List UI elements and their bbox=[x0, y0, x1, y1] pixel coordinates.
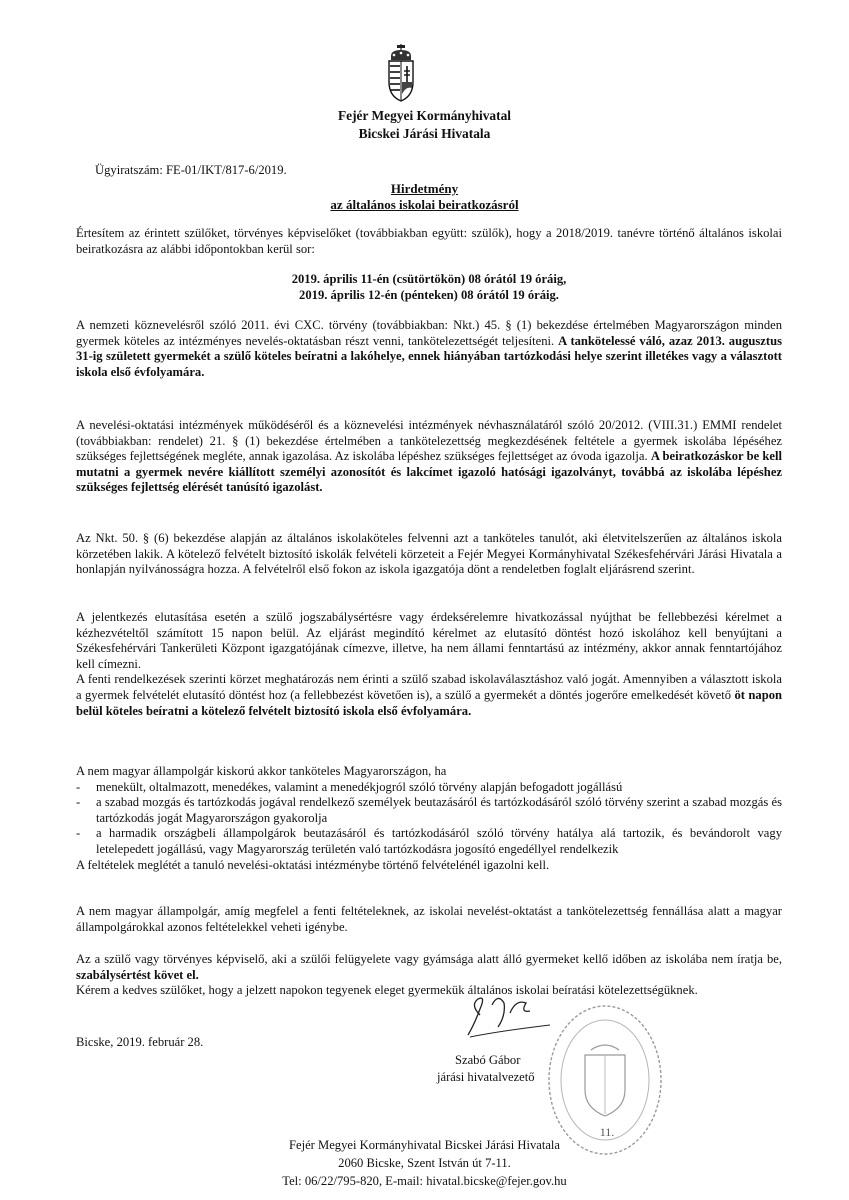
office-department: Bicskei Járási Hivatala bbox=[358, 126, 491, 141]
paragraph-emmi bbox=[76, 418, 782, 496]
paragraph-emmi-bold: A beiratkozáskor be kell mutatni a gyermek nevére kiállított személyi azonosítót és lakcímet igazoló hatósági igazolványt, továbbá az iskolába lépéshez szükséges fejlettség elérését tanúsító igazolást. bbox=[76, 449, 782, 495]
paragraph-nkt-normal: A nemzeti köznevelésről szóló 2011. évi CXC. törvény (továbbiakban: Nkt.) 45. § (1) bekezdése értelmében Magyarországon minden gyermek köteles az intézményes nevelés-oktatásban részt venni, tankötelezettségét teljesíteni. bbox=[76, 318, 782, 348]
paragraph-offence-text bbox=[76, 952, 782, 983]
official-stamp-icon bbox=[545, 1000, 665, 1160]
paragraph-equal bbox=[76, 904, 782, 935]
paragraph-appeal-text: A jelentkezés elutasítása esetén a szülő jogszabálysértésre vagy érdeksérelemre hivatkozással nyújthat be fellebbezési kérelmet a kézhezvételtől számított 15 napon belül. Az eljárást megindító kérelmet az elutasító döntést hozó iskolához kell benyújtani a Székesfehérvári Tankerületi Központ igazgatójának címezve, illetve, ha nem állami fenntartású az intézmény, akkor annak fenntartójához kell címezni. bbox=[76, 610, 782, 671]
paragraph-offence-bold: szabálysértést követ el. bbox=[76, 967, 199, 982]
paragraph-equal-text: A nem magyar állampolgár, amíg megfelel a fenti feltételeknek, az iskolai nevelést-oktatást a tankötelezettség fennállása alatt a magyar állampolgárokkal azonos feltételekkel veheti igénybe. bbox=[76, 904, 782, 934]
list-item: - menekült, oltalmazott, menedékes, valamint a menedékjogról szóló törvény alapján befogadott jogállású bbox=[76, 780, 782, 796]
paragraph-nkt-text bbox=[76, 318, 782, 380]
paragraph-emmi-normal: A nevelési-oktatási intézmények működéséről és a köznevelési intézmények névhasználatáról szóló 20/2012. (VIII.31.) EMMI rendelet (továbbiakban: rendelet) 21. § (1) bekezdése értelmében a tankötelezettség megkezdésének feltétele a gyermek iskolába lépéséhez szükséges fejlettségének megléte, annak igazolása. Az iskolába lépéshez szükséges fejlettséget az óvoda igazolja. bbox=[76, 418, 782, 464]
enrollment-dates bbox=[76, 272, 782, 303]
paragraph-choice-normal: A fenti rendelkezések szerinti körzet meghatározás nem érinti a szülő szabad iskolaválasztáshoz való jogát. Amennyiben a választott iskola a gyermek felvételét elutasító döntést hoz (a fellebbezést követően is), a szülő a gyermekét a döntés jogerőre emelkedését követő bbox=[76, 672, 782, 702]
case-number: Ügyiratszám: FE-01/IKT/817-6/2019. bbox=[95, 163, 287, 177]
paragraph-appeal bbox=[76, 610, 782, 719]
paragraph-district-text: Az Nkt. 50. § (6) bekezdése alapján az általános iskolaköteles felvenni azt a tanköteles tanulót, aki életvitelszerűen az általános iskola körzetében lakik. A kötelező felvételt biztosító iskolák felvételi körzeteit a Fejér Megyei Kormányhivatal Székesfehérvári Járási Hivatala a honlapján nyilvánosságra hozza. A felvételről első fokon az iskola igazgatója dönt a rendeletben foglalt eljárásrend szerint. bbox=[76, 531, 782, 577]
list-item: - a szabad mozgás és tartózkodás jogával rendelkező személyek beutazásáról és tartózkodásáról szóló törvény szerint a szabad mozgás és tartózkodás jogát Magyarországon gyakorolja bbox=[76, 795, 782, 826]
coat-of-arms-icon bbox=[386, 44, 416, 102]
paragraph-foreign-lead: A nem magyar állampolgár kiskorú akkor tanköteles Magyarországon, ha bbox=[76, 764, 447, 778]
document-title: Hirdetmény bbox=[390, 181, 459, 196]
foreign-conditions-list bbox=[76, 780, 782, 858]
paragraph-closing: Kérem a kedves szülőket, hogy a jelzett napokon tegyenek eleget gyermekük általános iskolai beíratási kötelezettségüknek. bbox=[76, 983, 698, 998]
place-and-date: Bicske, 2019. február 28. bbox=[76, 1035, 204, 1049]
office-name: Fejér Megyei Kormányhivatal bbox=[337, 108, 512, 123]
signatory-name: Szabó Gábor bbox=[455, 1053, 521, 1067]
signatory-title: járási hivatalvezető bbox=[437, 1070, 535, 1084]
enrollment-date-1: 2019. április 11-én (csütörtökön) 08 órától 19 óráig, bbox=[291, 272, 567, 286]
enrollment-date-2: 2019. április 12-én (pénteken) 08 órától 19 óráig. bbox=[299, 287, 559, 302]
footer-address: 2060 Bicske, Szent István út 7-11. bbox=[338, 1156, 511, 1170]
paragraph-foreign-tail: A feltételek meglétét a tanuló nevelési-oktatási intézménybe történő felvételénél igazolni kell. bbox=[76, 857, 550, 872]
paragraph-emmi-text bbox=[76, 418, 782, 496]
paragraph-district bbox=[76, 531, 782, 578]
intro-paragraph bbox=[76, 226, 782, 257]
paragraph-foreign bbox=[76, 764, 782, 873]
footer-contact: Tel: 06/22/795-820, E-mail: hivatal.bicske@fejer.gov.hu bbox=[282, 1174, 567, 1188]
paragraph-nkt bbox=[76, 318, 782, 380]
paragraph-choice-bold: öt napon belül köteles beíratni a kötelező felvételt biztosító iskola első évfolyamára. bbox=[76, 687, 783, 718]
document-subtitle: az általános iskolai beiratkozásról bbox=[330, 197, 519, 212]
paragraph-nkt-bold: A tankötelessé váló, azaz 2013. augusztus 31-ig született gyermekét a szülő köteles beíratni a lakóhelye, ennek hiányában tartózkodási helye szerint illetékes vagy a választott iskola első évfolyamára. bbox=[76, 333, 782, 379]
intro-text: Értesítem az érintett szülőket, törvényes képviselőket (továbbiakban együtt: szülők), hogy a 2018/2019. tanévre történő általános iskolai beiratkozásra az alábbi időpontokban kerül sor: bbox=[76, 226, 782, 256]
paragraph-choice-text bbox=[76, 672, 782, 719]
footer-office: Fejér Megyei Kormányhivatal Bicskei Járási Hivatala bbox=[288, 1138, 561, 1152]
stamp-number: 11. bbox=[599, 1125, 615, 1139]
list-item: - a harmadik országbeli állampolgárok beutazásáról és tartózkodásáról szóló törvény hatálya alá tartozik, és bevándorolt vagy letelepedett jogállású, vagy Magyarország területén való tartózkodásra jogosító engedéllyel rendelkezik bbox=[76, 826, 782, 857]
paragraph-offence-normal: Az a szülő vagy törvényes képviselő, aki a szülői felügyelete vagy gyámsága alatt álló gyermeket kellő időben az iskolába nem íratja be, bbox=[76, 952, 782, 966]
paragraph-offence bbox=[76, 952, 782, 999]
